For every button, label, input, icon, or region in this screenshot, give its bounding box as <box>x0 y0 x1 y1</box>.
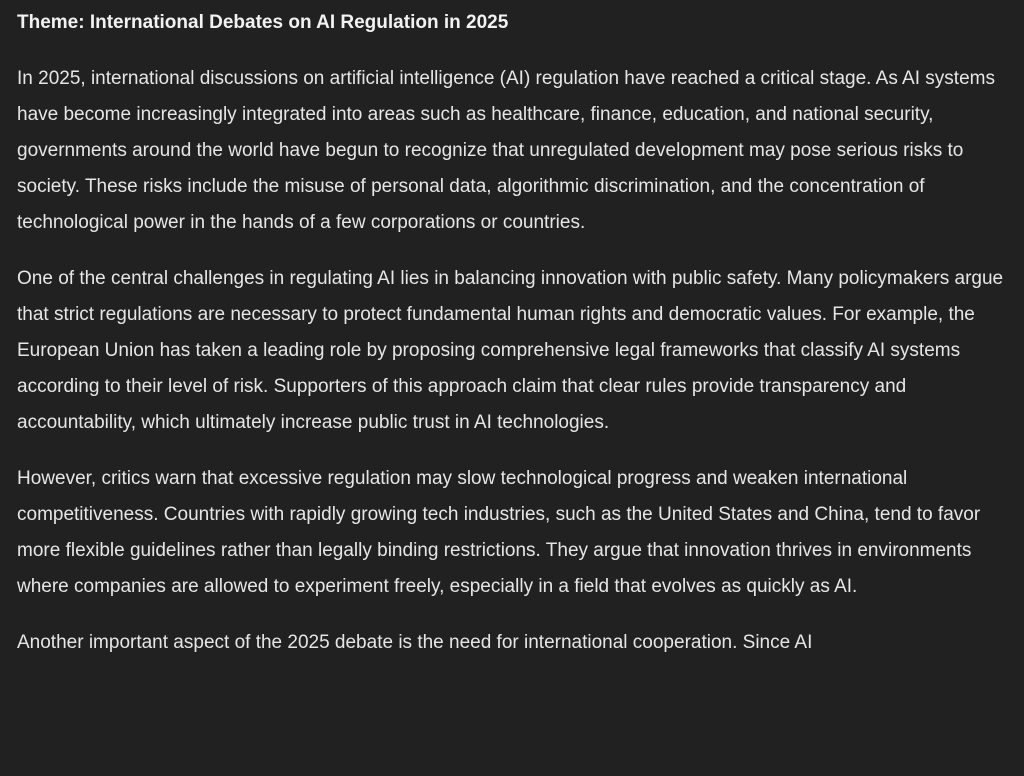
assistant-message <box>17 0 1007 661</box>
paragraph-critics: However, critics warn that excessive regulation may slow technological progress and weaken international competitiveness. Countries with rapidly growing tech industries, such as the United States and China, tend to favor more flexible guidelines rather than legally binding restrictions. They argue that innovation thrives in environments where companies are allowed to experiment freely, especially in a field that evolves as quickly as AI. <box>17 468 981 597</box>
paragraph-intro: In 2025, international discussions on artificial intelligence (AI) regulation have reached a critical stage. As AI systems have become increasingly integrated into areas such as healthcare, finance, education, and national security, governments around the world have begun to recognize that unregulated development may pose serious risks to society. These risks include the misuse of personal data, algorithmic discrimination, and the concentration of technological power in the hands of a few corporations or countries. <box>17 68 995 233</box>
paragraph-cooperation: Another important aspect of the 2025 debate is the need for international cooperation. Since AI <box>17 632 813 653</box>
theme-title: Theme: International Debates on AI Regulation in 2025 <box>17 12 509 33</box>
paragraph-challenges: One of the central challenges in regulating AI lies in balancing innovation with public safety. Many policymakers argue that strict regulations are necessary to protect fundamental human rights and democratic values. For example, the European Union has taken a leading role by proposing comprehensive legal frameworks that classify AI systems according to their level of risk. Supporters of this approach claim that clear rules provide transparency and accountability, which ultimately increase public trust in AI technologies. <box>17 268 1004 433</box>
